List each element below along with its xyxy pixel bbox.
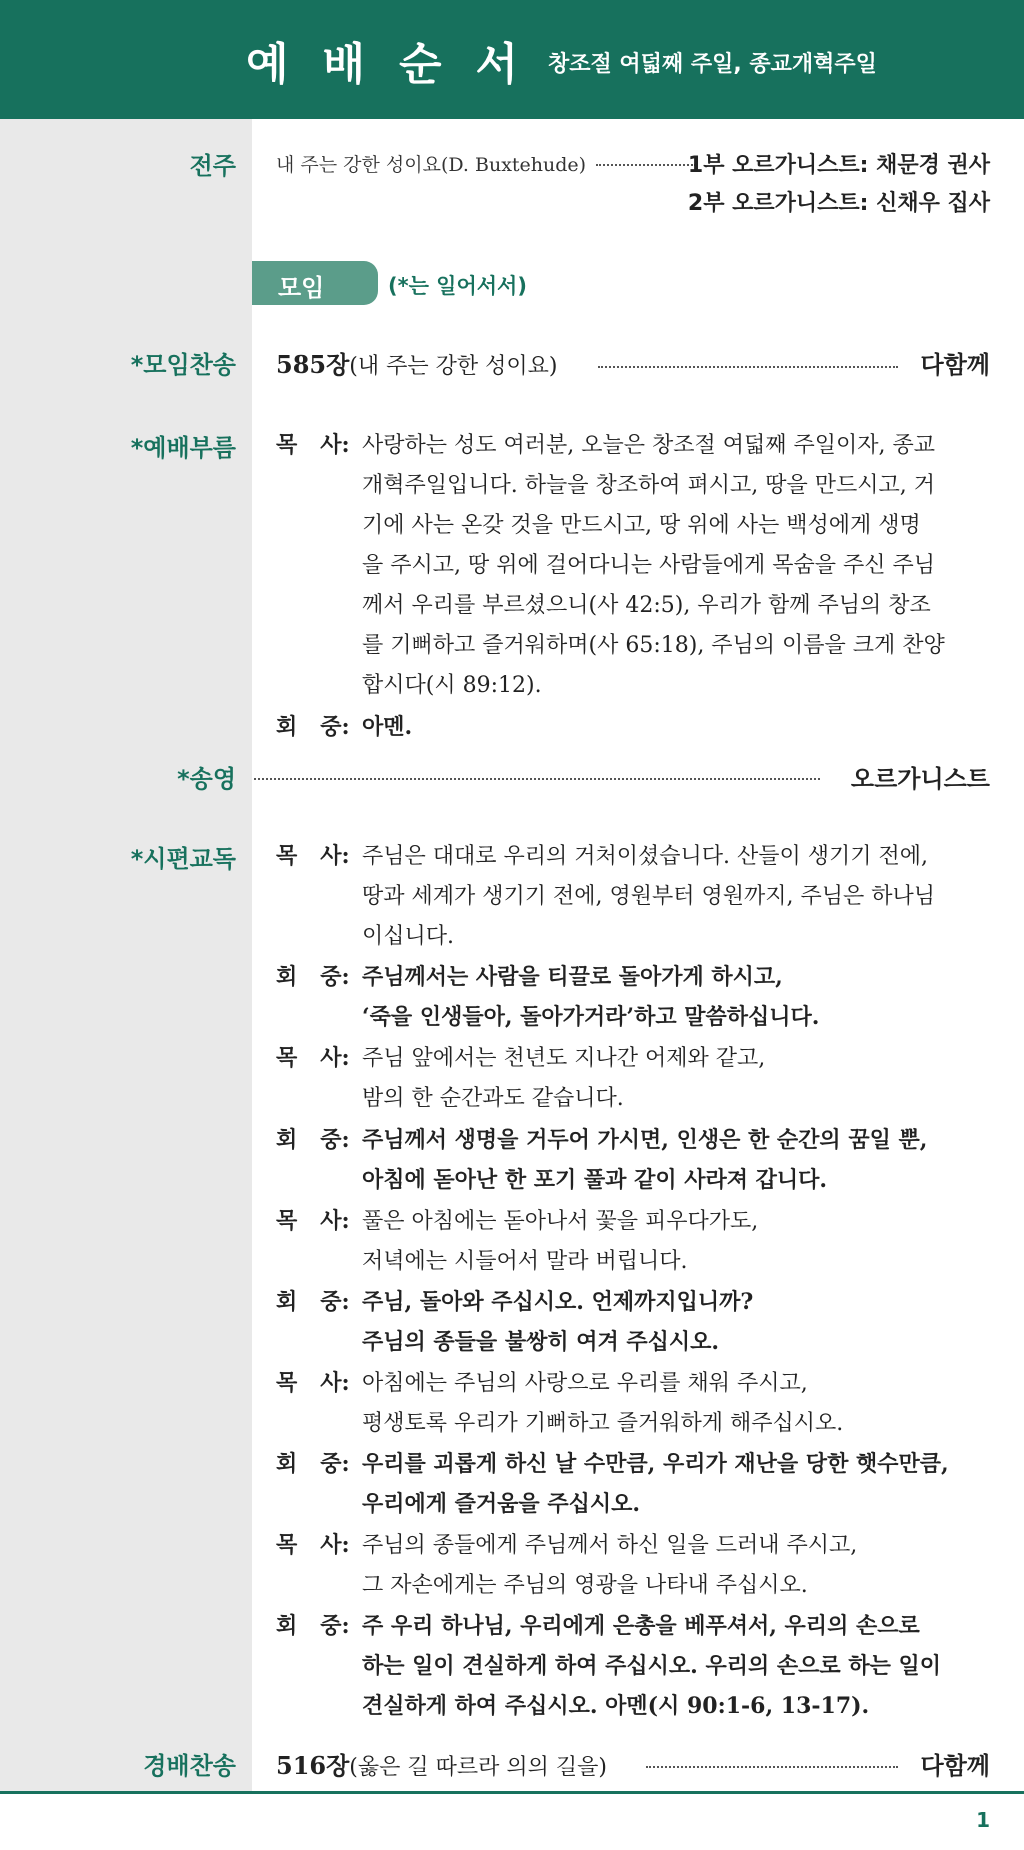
text-line: 평생토록 우리가 기뻐하고 즐거워하게 해주십시오. xyxy=(362,1411,844,1436)
psalter-label: *시편교독 xyxy=(130,845,236,873)
text-line: 주님의 종들을 불쌍히 여겨 주십시오. xyxy=(362,1329,720,1355)
speaker-pastor: 목 사: xyxy=(276,843,350,869)
gathering-hymn xyxy=(276,345,557,380)
hymn-of-praise-label: 경배찬송 xyxy=(143,1752,236,1780)
doxology-by: 오르가니스트 xyxy=(850,765,990,793)
text-line: 저녁에는 시들어서 말라 버립니다. xyxy=(362,1249,688,1274)
gathering-hymn-by: 다함께 xyxy=(920,351,990,379)
page-subtitle: 창조절 여덟째 주일, 종교개혁주일 xyxy=(548,52,877,77)
dotted-leader xyxy=(254,778,820,780)
text-line: 하는 일이 견실하게 하여 주십시오. 우리의 손으로 하는 일이 xyxy=(362,1653,941,1679)
text-line: 밤의 한 순간과도 같습니다. xyxy=(362,1086,624,1111)
section-label: 모임 xyxy=(278,274,325,302)
prelude-piece: 내 주는 강한 성이요(D. Buxtehude) xyxy=(276,154,587,176)
text-line: 사랑하는 성도 여러분, 오늘은 창조절 여덟째 주일이자, 종교 xyxy=(362,433,935,458)
hymn-number: 585장 xyxy=(276,350,350,379)
dotted-leader xyxy=(646,1766,898,1768)
organist-1: 1부 오르가니스트: 채문경 권사 xyxy=(687,153,990,178)
hymn-number: 516장 xyxy=(276,1751,350,1780)
standing-note: (*는 일어서서) xyxy=(388,274,527,298)
footer-rule xyxy=(0,1791,1024,1794)
text-line: 을 주시고, 땅 위에 걸어다니는 사람들에게 목숨을 주신 주님 xyxy=(362,553,935,578)
text-line: 주님께서는 사람을 티끌로 돌아가게 하시고, xyxy=(362,964,783,990)
hymn-of-praise xyxy=(276,1746,607,1781)
text-line: 땅과 세계가 생기기 전에, 영원부터 영원까지, 주님은 하나님 xyxy=(362,884,935,909)
speaker-congregation: 회 중: xyxy=(276,1127,350,1153)
hymn-title: (옳은 길 따르라 의의 길을) xyxy=(349,1755,607,1780)
text-line: 아침에 돋아난 한 포기 풀과 같이 사라져 갑니다. xyxy=(362,1167,828,1193)
text-line: 께서 우리를 부르셨으니(사 42:5), 우리가 함께 주님의 창조 xyxy=(362,593,931,618)
text-line: 아멘. xyxy=(362,714,413,740)
gathering-hymn-label: *모임찬송 xyxy=(130,351,236,379)
text-line: 주님께서 생명을 거두어 가시면, 인생은 한 순간의 꿈일 뿐, xyxy=(362,1127,928,1153)
speaker-congregation: 회 중: xyxy=(276,1289,350,1315)
header-bar xyxy=(0,0,1024,119)
text-line: 아침에는 주님의 사랑으로 우리를 채워 주시고, xyxy=(362,1371,808,1396)
speaker-congregation: 회 중: xyxy=(276,1451,350,1477)
text-line: 주님은 대대로 우리의 거처이셨습니다. 산들이 생기기 전에, xyxy=(362,844,928,869)
speaker-pastor: 목 사: xyxy=(276,1208,350,1234)
hymn-title: (내 주는 강한 성이요) xyxy=(349,354,558,379)
text-line: 주님의 종들에게 주님께서 하신 일을 드러내 주시고, xyxy=(362,1533,858,1558)
prelude-label: 전주 xyxy=(189,152,236,180)
text-line: 견실하게 하여 주십시오. 아멘(시 90:1-6, 13-17). xyxy=(362,1693,870,1719)
text-line: 주님, 돌아와 주십시오. 언제까지입니까? xyxy=(362,1289,754,1315)
page-title: 예배순서 xyxy=(246,39,553,90)
text-line: 주 우리 하나님, 우리에게 은총을 베푸셔서, 우리의 손으로 xyxy=(362,1613,920,1639)
text-line: 주님 앞에서는 천년도 지나간 어제와 같고, xyxy=(362,1046,766,1071)
text-line: 합시다(시 89:12). xyxy=(362,673,542,698)
text-line: 풀은 아침에는 돋아나서 꽃을 피우다가도, xyxy=(362,1209,759,1234)
organist-2: 2부 오르가니스트: 신채우 집사 xyxy=(687,191,990,216)
speaker-congregation: 회 중: xyxy=(276,714,350,740)
doxology-label: *송영 xyxy=(177,765,236,793)
speaker-pastor: 목 사: xyxy=(276,432,350,458)
page-number: 1 xyxy=(976,1808,990,1832)
hymn-of-praise-by: 다함께 xyxy=(920,1752,990,1780)
speaker-congregation: 회 중: xyxy=(276,964,350,990)
text-line: 우리를 괴롭게 하신 날 수만큼, 우리가 재난을 당한 햇수만큼, xyxy=(362,1451,949,1477)
dotted-leader xyxy=(598,366,898,368)
text-line: 기에 사는 온갖 것을 만드시고, 땅 위에 사는 백성에게 생명 xyxy=(362,513,921,538)
dotted-leader xyxy=(596,164,696,166)
speaker-congregation: 회 중: xyxy=(276,1613,350,1639)
speaker-pastor: 목 사: xyxy=(276,1045,350,1071)
text-line: 이십니다. xyxy=(362,924,455,949)
text-line: ‘죽을 인생들아, 돌아가거라’하고 말씀하십니다. xyxy=(362,1004,820,1030)
text-line: 우리에게 즐거움을 주십시오. xyxy=(362,1491,641,1517)
speaker-pastor: 목 사: xyxy=(276,1532,350,1558)
text-line: 그 자손에게는 주님의 영광을 나타내 주십시오. xyxy=(362,1573,808,1598)
text-line: 개혁주일입니다. 하늘을 창조하여 펴시고, 땅을 만드시고, 거 xyxy=(362,473,935,498)
speaker-pastor: 목 사: xyxy=(276,1370,350,1396)
text-line: 를 기뻐하고 즐거워하며(사 65:18), 주님의 이름을 크게 찬양 xyxy=(362,633,945,658)
call-to-worship-label: *예배부름 xyxy=(130,434,236,462)
